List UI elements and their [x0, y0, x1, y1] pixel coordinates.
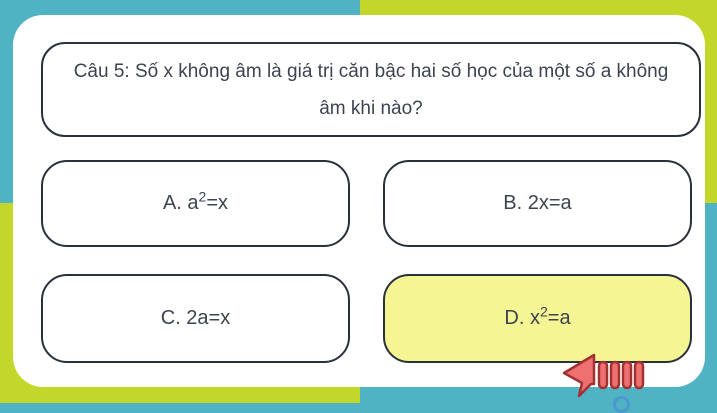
slide-card — [13, 15, 705, 387]
back-arrow-icon — [558, 351, 646, 401]
superscript: 2 — [198, 188, 207, 205]
question-box — [41, 42, 701, 137]
answer-option-d[interactable] — [383, 274, 692, 363]
answer-option-a[interactable] — [41, 160, 350, 247]
answer-d-text: D. $x^2=a$ — [504, 303, 571, 329]
answer-c-text: C. 2a=x — [160, 307, 231, 329]
answer-option-b[interactable] — [383, 160, 692, 247]
back-button[interactable] — [558, 351, 646, 401]
answer-option-c[interactable] — [41, 274, 350, 363]
answer-b-text: B. 2x=a — [503, 192, 572, 214]
answer-a-text: A. $a^2=x$ — [162, 188, 229, 214]
decorative-circle — [613, 396, 630, 413]
superscript: 2 — [539, 303, 548, 320]
question-text: Câu 5: Số x không âm là giá trị căn bậc hai số học của một số a không âm khi nào? — [73, 60, 669, 119]
